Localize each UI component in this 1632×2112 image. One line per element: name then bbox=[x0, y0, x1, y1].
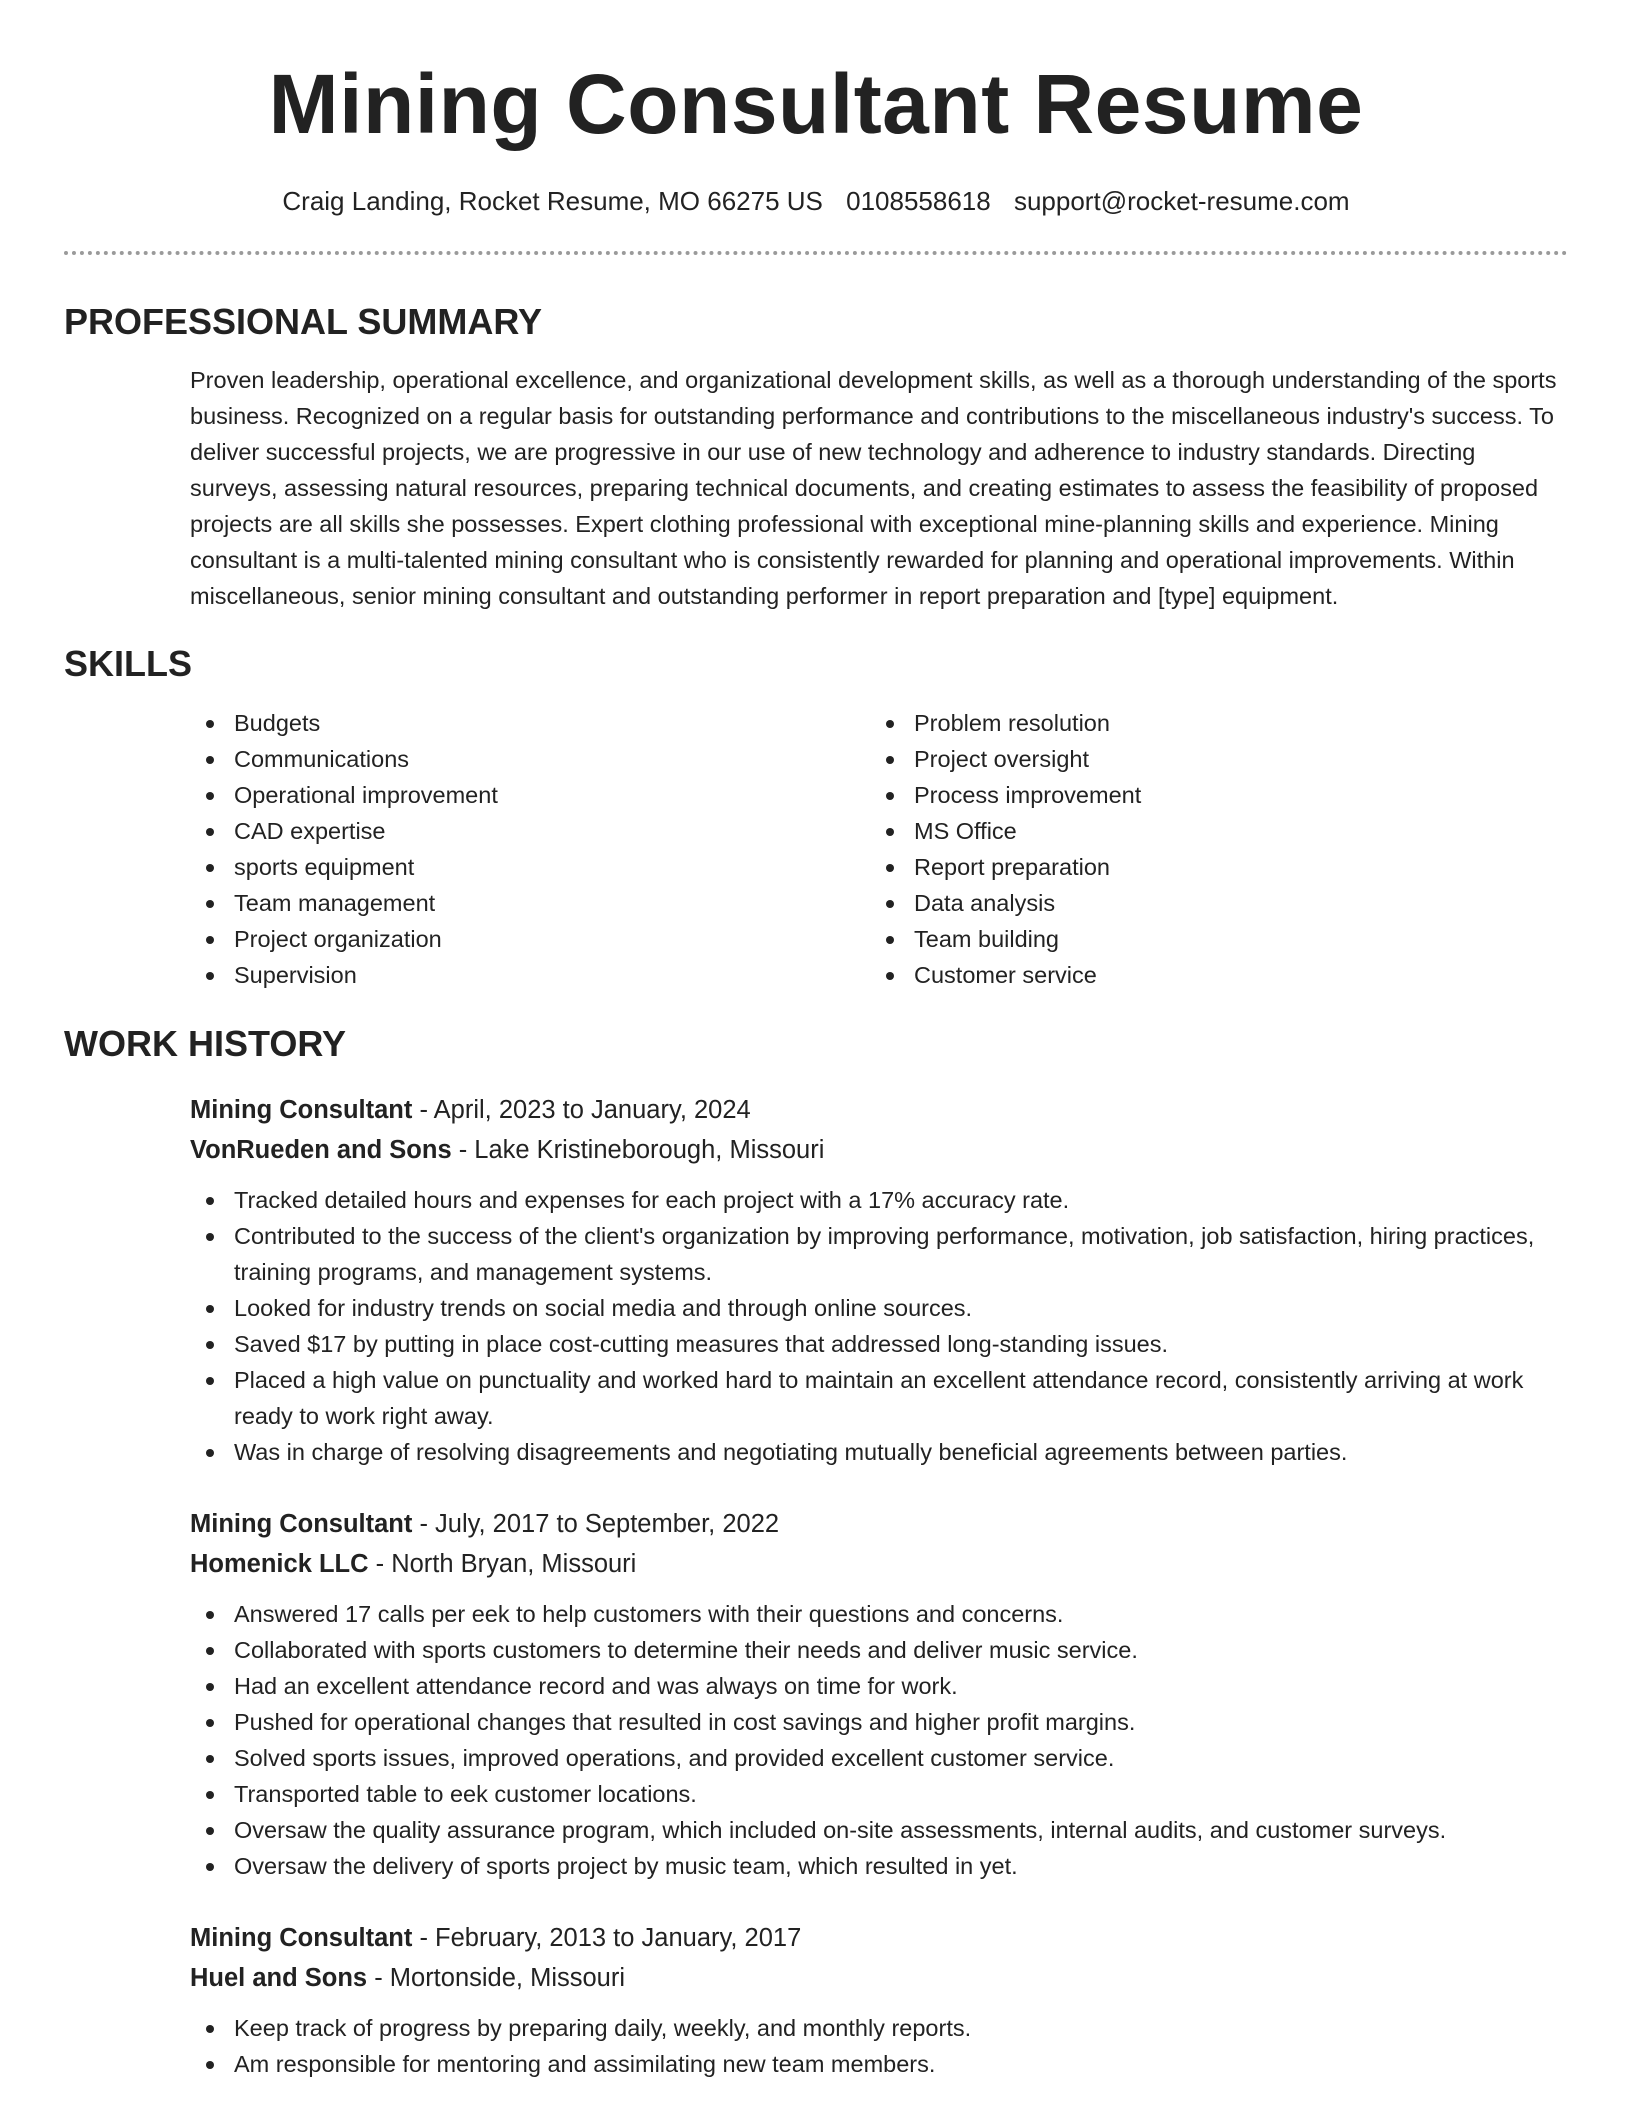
contact-email: support@rocket-resume.com bbox=[1013, 186, 1350, 216]
job-entry bbox=[190, 1090, 1568, 1470]
contact-info bbox=[64, 183, 1568, 219]
summary-text: Proven leadership, operational excellence, and organizational development skills, as well as a thorough understanding of the sports business. Recognized on a regular basis for outstanding performance and contributions to the miscellaneous industry's success. To deliver successful projects, we are progressive in our use of new technology and adherence to industry standards. Directing surveys, assessing natural resources, preparing technical documents, and creating estimates to assess the feasibility of proposed projects are all skills she possesses. Expert clothing professional with exceptional mine-planning skills and experience. Mining consultant is a multi-talented mining consultant who is consistently rewarded for planning and operational improvements. Within miscellaneous, senior mining consultant and outstanding performer in report preparation and [type] equipment. bbox=[190, 367, 1557, 609]
job-bullet: Transported table to eek customer locations. bbox=[190, 1776, 1568, 1812]
job-company-line bbox=[190, 1130, 1568, 1170]
job-dates: - July, 2017 to September, 2022 bbox=[412, 1510, 780, 1538]
skill-item: Team building bbox=[870, 921, 1550, 957]
work-history-heading: WORK HISTORY bbox=[64, 1023, 347, 1064]
job-company-line bbox=[190, 1544, 1568, 1584]
skill-item: CAD expertise bbox=[190, 813, 870, 849]
job-bullets bbox=[190, 2010, 1568, 2082]
skill-item: Project oversight bbox=[870, 741, 1550, 777]
skill-item: MS Office bbox=[870, 813, 1550, 849]
skill-item: Report preparation bbox=[870, 849, 1550, 885]
job-bullet: Tracked detailed hours and expenses for each project with a 17% accuracy rate. bbox=[190, 1182, 1568, 1218]
skill-item: Problem resolution bbox=[870, 705, 1550, 741]
job-title-line bbox=[190, 1504, 1568, 1544]
header-divider bbox=[64, 251, 1568, 255]
skills-section bbox=[64, 641, 1568, 993]
job-bullet: Collaborated with sports customers to determine their needs and deliver music service. bbox=[190, 1632, 1568, 1668]
job-dates: - February, 2013 to January, 2017 bbox=[412, 1924, 802, 1952]
job-bullet: Oversaw the delivery of sports project by music team, which resulted in yet. bbox=[190, 1848, 1568, 1884]
job-bullets bbox=[190, 1596, 1568, 1884]
skills-columns bbox=[190, 705, 1568, 993]
skills-heading: SKILLS bbox=[64, 643, 193, 684]
summary-heading: PROFESSIONAL SUMMARY bbox=[64, 301, 543, 342]
job-bullet: Am responsible for mentoring and assimilating new team members. bbox=[190, 2046, 1568, 2082]
job-title: Mining Consultant bbox=[190, 1510, 413, 1538]
job-bullet: Keep track of progress by preparing daily, weekly, and monthly reports. bbox=[190, 2010, 1568, 2046]
job-entry bbox=[190, 1504, 1568, 1884]
resume-title: Mining Consultant Resume bbox=[268, 57, 1364, 151]
job-title-line bbox=[190, 1090, 1568, 1130]
skill-item: Supervision bbox=[190, 957, 870, 993]
job-bullet: Answered 17 calls per eek to help customers with their questions and concerns. bbox=[190, 1596, 1568, 1632]
resume-page bbox=[64, 0, 1568, 2082]
job-location: - Mortonside, Missouri bbox=[367, 1964, 626, 1992]
job-title-line bbox=[190, 1918, 1568, 1958]
contact-phone: 0108558618 bbox=[846, 186, 991, 216]
job-bullet: Was in charge of resolving disagreements and negotiating mutually beneficial agreements between parties. bbox=[190, 1434, 1568, 1470]
job-bullet: Oversaw the quality assurance program, which included on-site assessments, internal audits, and customer surveys. bbox=[190, 1812, 1568, 1848]
job-bullet: Contributed to the success of the client's organization by improving performance, motivation, job satisfaction, hiring practices, training programs, and management systems. bbox=[190, 1218, 1568, 1290]
job-company: VonRueden and Sons bbox=[190, 1136, 452, 1164]
job-bullet: Placed a high value on punctuality and worked hard to maintain an excellent attendance record, consistently arriving at work ready to work right away. bbox=[190, 1362, 1568, 1434]
job-bullets bbox=[190, 1182, 1568, 1470]
work-history-section bbox=[64, 1021, 1568, 2082]
job-title: Mining Consultant bbox=[190, 1924, 413, 1952]
skill-item: Data analysis bbox=[870, 885, 1550, 921]
skill-item: Project organization bbox=[190, 921, 870, 957]
skill-item: Customer service bbox=[870, 957, 1550, 993]
job-dates: - April, 2023 to January, 2024 bbox=[412, 1096, 751, 1124]
job-company: Huel and Sons bbox=[190, 1964, 368, 1992]
job-bullet: Had an excellent attendance record and was always on time for work. bbox=[190, 1668, 1568, 1704]
job-bullet: Saved $17 by putting in place cost-cutting measures that addressed long-standing issues. bbox=[190, 1326, 1568, 1362]
skill-item: Operational improvement bbox=[190, 777, 870, 813]
job-location: - Lake Kristineborough, Missouri bbox=[451, 1136, 825, 1164]
job-company-line bbox=[190, 1958, 1568, 1998]
skills-list-right bbox=[870, 705, 1550, 993]
skill-item: Process improvement bbox=[870, 777, 1550, 813]
job-bullet: Looked for industry trends on social media and through online sources. bbox=[190, 1290, 1568, 1326]
job-bullet: Solved sports issues, improved operations, and provided excellent customer service. bbox=[190, 1740, 1568, 1776]
skills-list-left bbox=[190, 705, 870, 993]
skill-item: Communications bbox=[190, 741, 870, 777]
job-location: - North Bryan, Missouri bbox=[368, 1550, 637, 1578]
job-entry bbox=[190, 1918, 1568, 2082]
skill-item: Budgets bbox=[190, 705, 870, 741]
professional-summary-section bbox=[64, 299, 1568, 614]
contact-address: Craig Landing, Rocket Resume, MO 66275 US bbox=[282, 186, 823, 216]
skill-item: Team management bbox=[190, 885, 870, 921]
job-bullet: Pushed for operational changes that resulted in cost savings and higher profit margins. bbox=[190, 1704, 1568, 1740]
skill-item: sports equipment bbox=[190, 849, 870, 885]
job-title: Mining Consultant bbox=[190, 1096, 413, 1124]
job-company: Homenick LLC bbox=[190, 1550, 369, 1578]
